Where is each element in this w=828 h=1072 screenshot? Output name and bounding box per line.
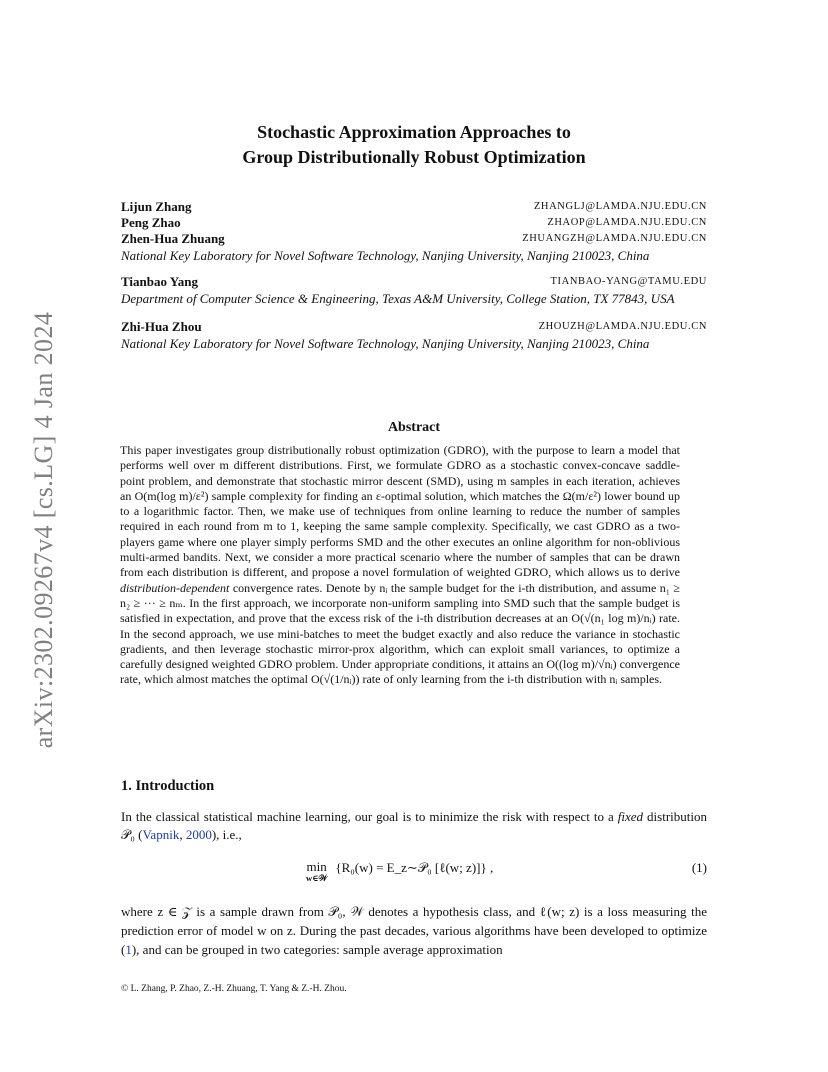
author-affiliation: Department of Computer Science & Engineering, Texas A&M University, College Station, TX 77843, USA	[121, 291, 675, 306]
author-row	[121, 231, 707, 247]
author-email[interactable]: TIANBAO-YANG@TAMU.EDU	[550, 276, 707, 287]
copyright-footer: © L. Zhang, P. Zhao, Z.-H. Zhuang, T. Yang & Z.-H. Zhou.	[121, 984, 347, 994]
author-email[interactable]: ZHOUZH@LAMDA.NJU.EDU.CN	[538, 321, 707, 332]
paper-title	[120, 120, 708, 170]
author-row	[121, 274, 707, 290]
author-name: Zhi-Hua Zhou	[121, 319, 202, 334]
author-row	[121, 199, 707, 215]
intro-emphasis: fixed	[617, 809, 644, 824]
equation-number: (1)	[691, 860, 707, 875]
title-line-1: Stochastic Approximation Approaches to	[257, 122, 571, 142]
citation-separator: ,	[179, 827, 186, 842]
abstract-text-1: This paper investigates group distributionally robust optimization (GDRO), with the purpose to learn a model that performs well over m different distributions. First, we formulate GDRO as a stochastic convex-concave saddle-point problem, and demonstrate that stochastic mirror descent (SMD), using m samples in each iteration, achieves an O(m(log m)/ε²) sample complexity for finding an ε-optimal solution, which matches the Ω(m/ε²) lower bound up to a logarithmic factor. Then, we make use of techniques from online learning to reduce the number of samples required in each round from m to 1, keeping the same sample complexity. Specifically, we cast GDRO as a two-players game where one player simply performs SMD and the other executes an online algorithm for non-oblivious multi-armed bandits. Next, we consider a more practical scenario where the number of samples that can be drawn from each distribution is different, and propose a novel formulation of weighted GDRO, which allows us to derive	[120, 443, 680, 580]
abstract-emphasis: distribution-dependent	[120, 580, 230, 595]
author-email[interactable]: ZHANGLJ@LAMDA.NJU.EDU.CN	[533, 201, 707, 212]
arxiv-identifier: arXiv:2302.09267v4 [cs.LG] 4 Jan 2024	[29, 311, 58, 749]
intro-paragraph-2	[121, 902, 707, 959]
author-row	[121, 319, 707, 335]
title-line-2: Group Distributionally Robust Optimization	[242, 147, 586, 167]
abstract-body	[120, 443, 680, 688]
equation-min-subscript: w∈𝒲	[306, 873, 328, 883]
equation-expression: {R₀(w) = E_z∼𝒫₀ [ℓ(w; z)]} ,	[335, 860, 494, 875]
intro-text: distribution 𝒫₀ (	[121, 809, 707, 842]
author-name: Tianbao Yang	[121, 274, 198, 289]
equation-body	[306, 860, 493, 884]
section-heading-introduction: 1. Introduction	[121, 778, 215, 794]
equation-1	[121, 856, 707, 892]
citation-link-author[interactable]: Vapnik	[142, 827, 180, 842]
author-group-nju	[121, 199, 707, 264]
equation-ref-link[interactable]: 1	[125, 942, 132, 957]
author-name: Zhen-Hua Zhuang	[121, 231, 225, 246]
author-email[interactable]: ZHAOP@LAMDA.NJU.EDU.CN	[547, 217, 707, 228]
author-group-tamu	[121, 274, 707, 307]
intro-text: ), and can be grouped in two categories: sample average approximation	[131, 942, 503, 957]
author-affiliation: National Key Laboratory for Novel Software Technology, Nanjing University, Nanjing 210023, China	[121, 248, 650, 263]
abstract-heading: Abstract	[387, 420, 441, 435]
author-name: Lijun Zhang	[121, 199, 192, 214]
intro-paragraph-1	[121, 808, 707, 844]
citation-link-year[interactable]: 2000	[185, 827, 212, 842]
intro-text: In the classical statistical machine learning, our goal is to minimize the risk with respect to a	[121, 809, 614, 824]
equation-min-operator	[306, 860, 327, 884]
arxiv-sidebar	[14, 300, 74, 760]
intro-text: where z ∈ 𝒵 is a sample drawn from 𝒫₀, 𝒲 denotes a hypothesis class, and ℓ(w; z) is a loss measuring the prediction error of model w on z. During the past decades, various algorithms have been developed to optimize (	[121, 904, 707, 957]
author-group-nju-2	[121, 319, 707, 352]
intro-text: ), i.e.,	[211, 827, 242, 842]
author-name: Peng Zhao	[121, 215, 181, 230]
abstract-text-2: convergence rates. Denote by nᵢ the sample budget for the i-th distribution, and assume n₁ ≥ n₂ ≥ ··· ≥ nₘ. In the first approach, we incorporate non-uniform sampling into SMD such that the sample budget is satisfied in expectation, and prove that the excess risk of the i-th distribution decreases at an O(√(n₁ log m)/nᵢ) rate. In the second approach, we use mini-batches to meet the budget exactly and also reduce the variance in stochastic gradients, and then leverage stochastic mirror-prox algorithm, which can exploit small variances, to optimize a carefully designed weighted GDRO problem. Under appropriate conditions, it attains an O((log m)/√nᵢ) convergence rate, which almost matches the optimal O(√(1/nᵢ)) rate of only learning from the i-th distribution with nᵢ samples.	[120, 580, 681, 687]
author-row	[121, 215, 707, 231]
author-email[interactable]: ZHUANGZH@LAMDA.NJU.EDU.CN	[522, 233, 707, 244]
equation-min: min	[306, 859, 327, 874]
author-affiliation: National Key Laboratory for Novel Software Technology, Nanjing University, Nanjing 210023, China	[121, 336, 650, 351]
